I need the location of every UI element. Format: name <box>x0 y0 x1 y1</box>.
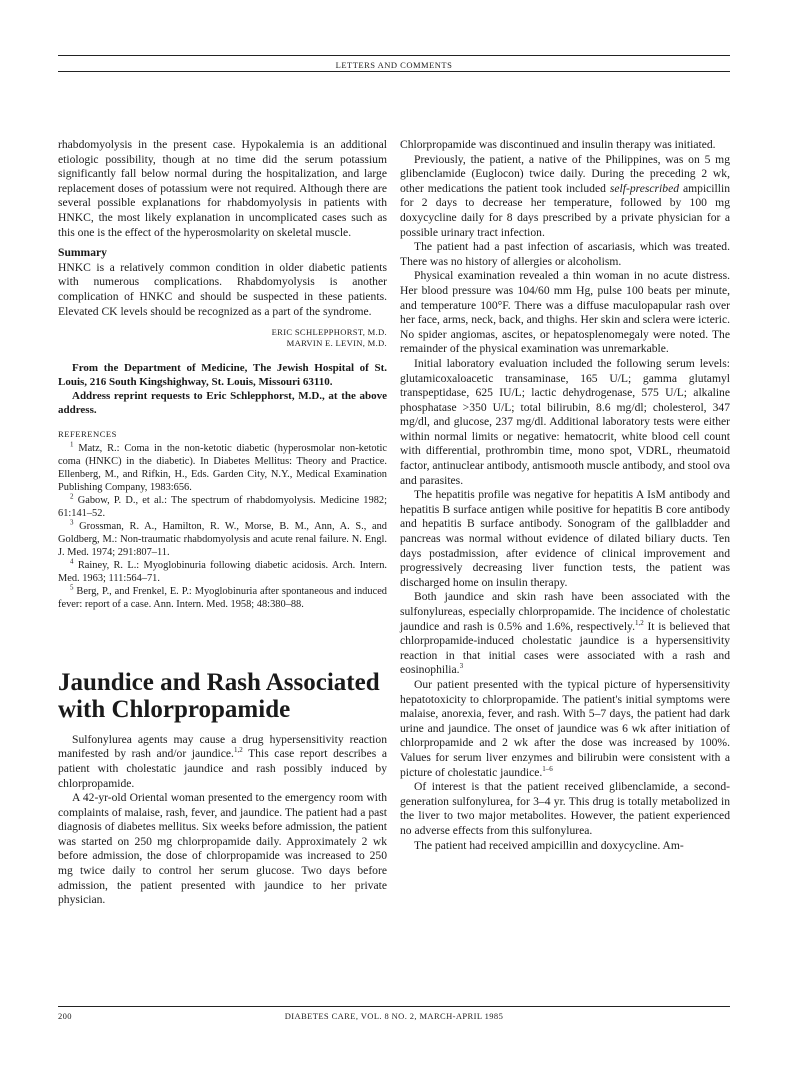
right-paragraph-10: The patient had received ampicillin and doxycycline. Am- <box>414 838 684 852</box>
reference-item: $^4$ Rainey, R. L.: Myoglobinuria following diabetic acidosis. Arch. Intern. Med. 1963; 111:564–71. <box>58 557 387 584</box>
header-rule-top <box>58 55 730 56</box>
article-paragraph-2: A 42-yr-old Oriental woman presented to the emergency room with complaints of malaise, rash, fever, and jaundice. The patient had a past diagnosis of diabetes mellitus. Six weeks before admission, the patient was started on 250 mg chlorpropamide daily. Approximately 2 wk before admission, the dose of chlorpropamide was increased to 250 mg twice daily to control her serum glucose. Two days before admission, the patient presented with jaundice to her private physician. <box>58 791 387 907</box>
author-signature-2: MARVIN E. LEVIN, M.D. <box>286 338 387 349</box>
article-title: Jaundice and Rash Associated with Chlorpropamide <box>58 668 380 723</box>
right-paragraph-4: Physical examination revealed a thin woman in no acute distress. Her blood pressure was 104/60 mm Hg, pulse 100 beats per minute, and temperature 100°F. There was a diffuse maculopapular rash over her face, arms, neck, back, and thighs. Her skin and sclera were icteric. No spider angiomas, ascites, or hepatosplenomegaly were noted. The remainder of the physical examination was unremarkable. <box>400 269 730 356</box>
left-column <box>58 138 387 908</box>
right-paragraph-2: Previously, the patient, a native of the Philippines, was on 5 mg glibenclamide (Euglocon) twice daily. During the preceding 2 wk, other medications the patient took included self-prescribed ampicillin for 2 days to decrease her temperature, followed by 100 mg doxycycline daily for 8 days prescribed by a private physician for a possible urinary tract infection. <box>400 152 730 239</box>
header-rule-bottom <box>58 71 730 72</box>
article-paragraph-1: Sulfonylurea agents may cause a drug hypersensitivity reaction manifested by rash and/or jaundice.$^{1,2}$ This case report describes a patient with cholestatic jaundice and rash possibly induced by chlorpropamide. <box>58 732 388 790</box>
footer-rule <box>58 1006 730 1007</box>
reference-item: $^1$ Matz, R.: Coma in the non-ketotic diabetic (hyperosmolar non-ketotic coma (HNKC) in the diabetic). In Diabetes Mellitus: Theory and Practice. Ellenberg, M., and Rifkin, H., Eds. Garden City, N.Y., Medical Examination Publishing Company, 1983:656. <box>58 440 387 493</box>
reprint-address: Address reprint requests to Eric Schlepphorst, M.D., at the above address. <box>58 390 387 417</box>
page-number: 200 <box>58 1011 72 1021</box>
affiliation: From the Department of Medicine, The Jewish Hospital of St. Louis, 216 South Kingshighway, St. Louis, Missouri 63110. <box>58 362 387 389</box>
references-heading: REFERENCES <box>58 429 117 440</box>
right-paragraph-6: The hepatitis profile was negative for hepatitis A IsM antibody and hepatitis B surface antigen while positive for hepatitis B core antibody and hepatitis B surface antibody. Sonogram of the gallbladder and pancreas was normal without evidence of dilated biliary ducts. Ten days postadmission, after evidence of clinical improvement and progressively decreasing liver function tests, the patient was discharged home on insulin therapy. <box>400 488 730 589</box>
running-header: LETTERS AND COMMENTS <box>335 60 453 70</box>
right-paragraph-8: Our patient presented with the typical picture of hypersensitivity hepatotoxicity to chlorpropamide. The patient's initial symptoms were malaise, anorexia, fever, and rash. With 5–7 days, the patient had dark urine and jaundice. The onset of jaundice was 6 wk after initiation of chlorpropamide and 2 wk after the dose was increased by 100%. Values for serum liver enzymes and bilirubin were consistent with a picture of cholestatic jaundice.$^{1-6}$ <box>400 677 730 779</box>
reference-list <box>58 442 387 611</box>
author-signature-1: ERIC SCHLEPPHORST, M.D. <box>271 327 387 338</box>
right-paragraph-3: The patient had a past infection of ascariasis, which was treated. There was no history of allergies or alcoholism. <box>400 240 730 268</box>
right-column <box>400 138 730 853</box>
right-paragraph-1: Chlorpropamide was discontinued and insulin therapy was initiated. <box>400 138 716 151</box>
right-paragraph-7: Both jaundice and skin rash have been associated with the sulfonylureas, especially chlorpropamide. The incidence of cholestatic jaundice and rash is 0.5% and 1.6%, respectively.$^{1,2}$ It is believed that chlorpropamide-induced cholestatic jaundice is a hypersensitivity reaction in that initial cases were associated with a rash and eosinophilia.$^3$ <box>400 590 730 677</box>
reference-item: $^3$ Grossman, R. A., Hamilton, R. W., Morse, B. M., Ann, A. S., and Goldberg, M.: Non-traumatic rhabdomyolysis and acute renal failure. N. Engl. J. Med. 1974; 291:807–11. <box>58 518 388 558</box>
reference-item: $^2$ Gabow, P. D., et al.: The spectrum of rhabdomyolysis. Medicine 1982; 61:141–52. <box>58 492 387 519</box>
intro-paragraph: rhabdomyolysis in the present case. Hypokalemia is an additional etiologic possibility, though at no time did the serum potassium significantly fall below normal during the hospitalization, and large replacement doses of potassium were not required. Although there are several possible explanations for rhabdomyolysis in patients with HNKC, the most likely explanation in uncomplicated cases such as this one is the effect of the hyperosmolarity on skeletal muscle. <box>58 138 387 239</box>
summary-text: HNKC is a relatively common condition in older diabetic patients with numerous complications. Rhabdomyolysis is another complication of HNKC and should be suspected in these patients. Elevated CK levels should be recognized as a part of the syndrome. <box>58 260 387 318</box>
right-paragraph-9: Of interest is that the patient received glibenclamide, a second-generation sulfonylurea, for 3–4 yr. This drug is totally metabolized in the liver to two major metabolites. However, the patient experienced no adverse effects from this sulfonylurea. <box>400 780 730 837</box>
summary-heading: Summary <box>58 246 107 260</box>
reference-item: $^5$ Berg, P., and Frenkel, E. P.: Myoglobinuria after spontaneous and induced fever: report of a case. Ann. Intern. Med. 1958; 48:380–88. <box>58 583 387 610</box>
journal-citation: DIABETES CARE, VOL. 8 NO. 2, MARCH-APRIL 1985 <box>284 1011 504 1021</box>
right-paragraph-5: Initial laboratory evaluation included the following serum levels: glutamicoxaloacetic transaminase, 165 U/L; gamma glutamyl transpeptidase, 625 IU/L; lactic dehydrogenase, 575 U/L; alkaline phosphatase >350 U/L; total bilirubin, 8.6 mg/dl; cholesterol, 347 mg/dl, and glucose, 237 mg/dl. Additional laboratory tests were either within normal limits or negative: hematocrit, white blood cell count with differential, prothrombin time, mono spot, VDRL, rheumatoid factor, antinuclear antibody, antismooth muscle antibody, and stool ova and parasites. <box>400 356 730 487</box>
